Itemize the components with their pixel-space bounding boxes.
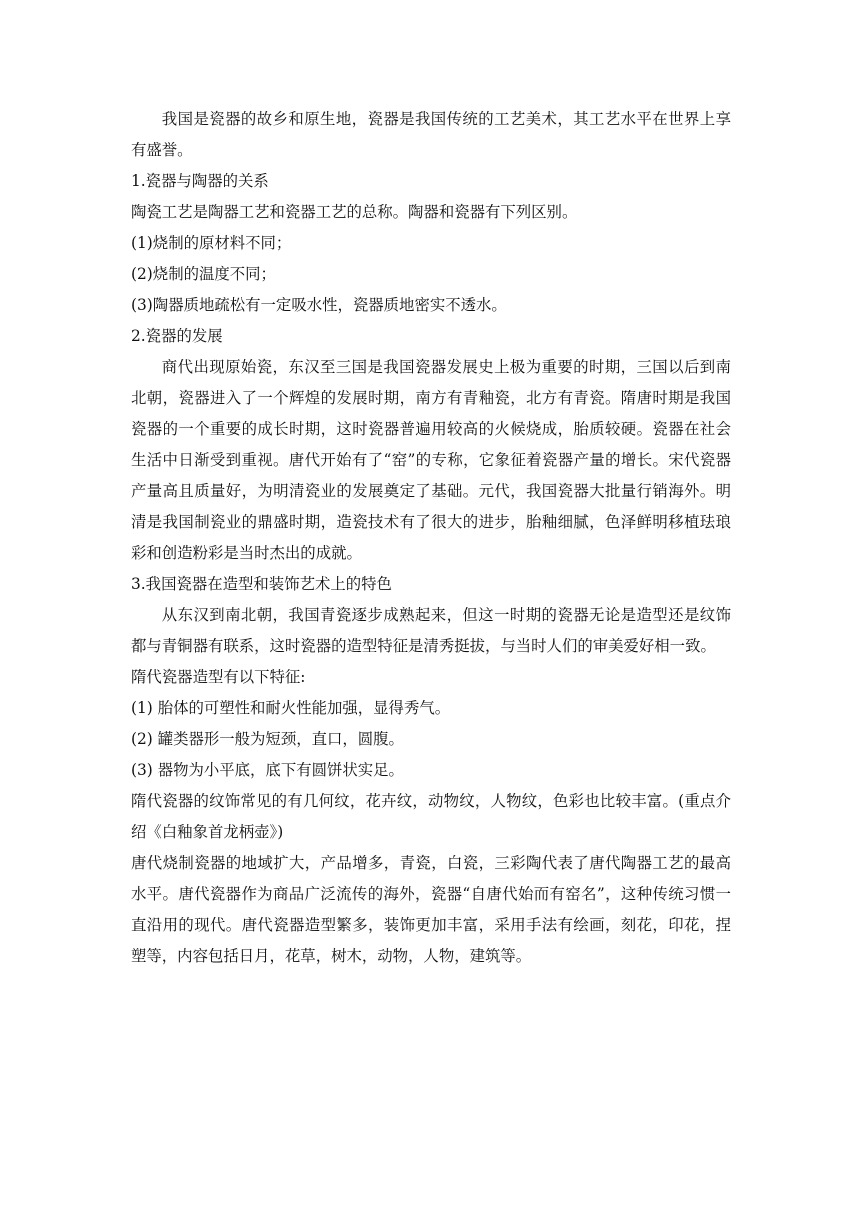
body-paragraph: 隋代瓷器造型有以下特征:: [131, 668, 306, 686]
section-heading-2: 2.瓷器的发展: [131, 327, 223, 345]
document-page: [131, 104, 731, 972]
list-item: (3)陶器质地疏松有一定吸水性，瓷器质地密实不透水。: [131, 296, 507, 314]
list-item: (2)烧制的温度不同；: [131, 265, 276, 283]
body-paragraph: 从东汉到南北朝，我国青瓷逐步成熟起来，但这一时期的瓷器无论是造型还是纹饰都与青铜器有联系，这时瓷器的造型特征是清秀挺拔，与当时人们的审美爱好相一致。: [131, 606, 731, 655]
list-item: (2) 罐类器形一般为短颈，直口，圆腹。: [131, 730, 404, 748]
section-heading-1: 1.瓷器与陶器的关系: [131, 172, 269, 190]
body-paragraph: 陶瓷工艺是陶器工艺和瓷器工艺的总称。陶器和瓷器有下列区别。: [131, 203, 578, 221]
list-item: (1) 胎体的可塑性和耐火性能加强，显得秀气。: [131, 699, 451, 717]
list-item: (3) 器物为小平底，底下有圆饼状实足。: [131, 761, 404, 779]
intro-paragraph: 我国是瓷器的故乡和原生地，瓷器是我国传统的工艺美术，其工艺水平在世界上享有盛誉。: [131, 110, 731, 159]
section-heading-3: 3.我国瓷器在造型和装饰艺术上的特色: [131, 575, 392, 593]
body-paragraph: 商代出现原始瓷，东汉至三国是我国瓷器发展史上极为重要的时期，三国以后到南北朝，瓷器进入了一个辉煌的发展时期，南方有青釉瓷，北方有青瓷。隋唐时期是我国瓷器的一个重要的成长时期，这时瓷器普遍用较高的火候烧成，胎质较硬。瓷器在社会生活中日渐受到重视。唐代开始有了“窑”的专称，它象征着瓷器产量的增长。宋代瓷器产量高且质量好，为明清瓷业的发展奠定了基础。元代，我国瓷器大批量行销海外。明清是我国制瓷业的鼎盛时期，造瓷技术有了很大的进步，胎釉细腻，色泽鲜明移植珐琅彩和创造粉彩是当时杰出的成就。: [131, 358, 731, 562]
body-paragraph: 唐代烧制瓷器的地域扩大，产品增多，青瓷，白瓷，三彩陶代表了唐代陶器工艺的最高水平。唐代瓷器作为商品广泛流传的海外，瓷器“自唐代始而有窑名”，这种传统习惯一直沿用的现代。唐代瓷器造型繁多，装饰更加丰富，采用手法有绘画，刻花，印花，捏塑等，内容包括日月，花草，树木，动物，人物，建筑等。: [131, 854, 731, 965]
body-paragraph: 隋代瓷器的纹饰常见的有几何纹，花卉纹，动物纹，人物纹，色彩也比较丰富。(重点介绍《白釉象首龙柄壶》): [131, 792, 731, 841]
list-item: (1)烧制的原材料不同；: [131, 234, 292, 252]
